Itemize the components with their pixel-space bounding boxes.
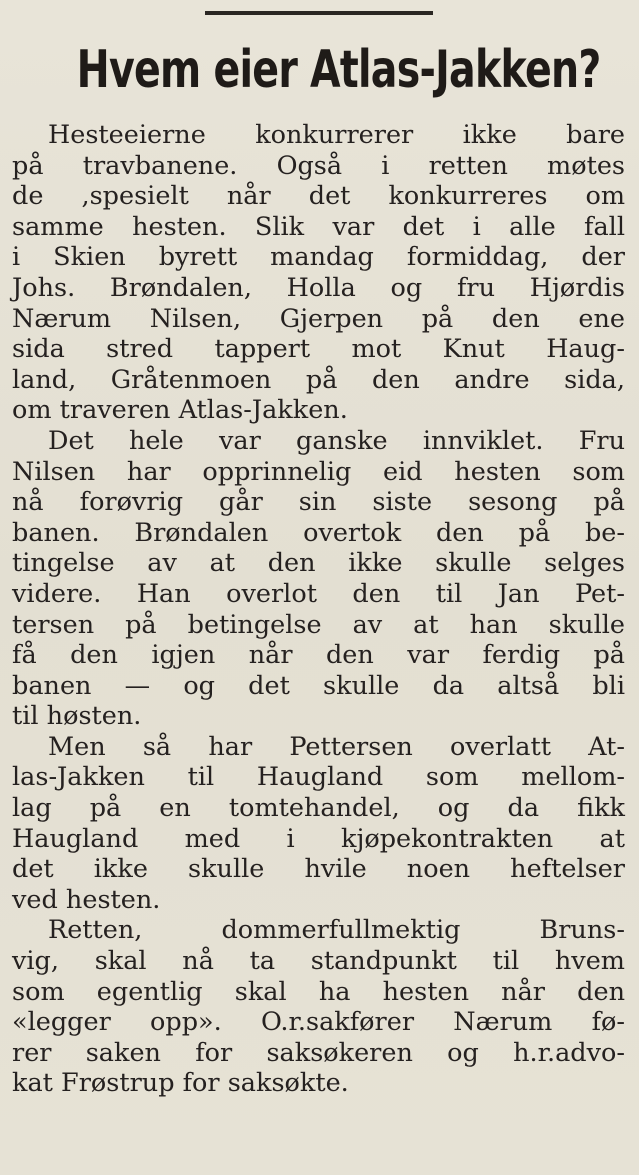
text-line: banen — og det skulle da altså bli (12, 670, 625, 701)
text-line: Det hele var ganske innviklet. Fru (48, 425, 625, 456)
text-line: på travbanene. Også i retten møtes (12, 150, 625, 181)
headline: Hvem eier Atlas-Jakken? (76, 40, 601, 100)
text-line: Retten, dommerfullmektig Bruns- (48, 915, 625, 946)
text-line: ved hesten. (12, 884, 161, 915)
paragraph-4 (12, 915, 625, 1099)
text-line: det ikke skulle hvile noen heftelser (12, 854, 625, 885)
text-line: sida stred tappert mot Knut Haug- (12, 334, 625, 365)
text-line: Haugland med i kjøpekontrakten at (12, 823, 625, 854)
text-line: i Skien byrett mandag formiddag, der (12, 242, 625, 273)
text-line: de ,spesielt når det konkurreres om (12, 181, 625, 212)
text-line: om traveren Atlas-Jakken. (12, 395, 348, 426)
text-line: vig, skal nå ta standpunkt til hvem (12, 946, 625, 977)
text-line: Men så har Pettersen overlatt At- (48, 731, 625, 762)
text-line: som egentlig skal ha hesten når den (12, 976, 625, 1007)
text-line: tingelse av at den ikke skulle selges (12, 548, 625, 579)
text-line: få den igjen når den var ferdig på (12, 640, 625, 671)
text-line: rer saken for saksøkeren og h.r.advo- (12, 1037, 625, 1068)
text-line: tersen på betingelse av at han skulle (12, 609, 625, 640)
text-line: Nærum Nilsen, Gjerpen på den ene (12, 303, 625, 334)
paragraph-3 (12, 732, 625, 916)
text-line: nå forøvrig går sin siste sesong på (12, 487, 625, 518)
text-line: Nilsen har opprinnelig eid hesten som (12, 456, 625, 487)
text-line: videre. Han overlot den til Jan Pet- (12, 578, 625, 609)
article-body (12, 120, 625, 1099)
text-line: samme hesten. Slik var det i alle fall (12, 211, 625, 242)
text-line: til høsten. (12, 701, 142, 732)
paragraph-1 (12, 120, 625, 426)
text-line: Johs. Brøndalen, Holla og fru Hjørdis (12, 272, 625, 303)
text-line: kat Frøstrup for saksøkte. (12, 1068, 349, 1099)
text-line: lag på en tomtehandel, og da fikk (12, 793, 625, 824)
text-line: banen. Brøndalen overtok den på be- (12, 517, 625, 548)
paragraph-2 (12, 426, 625, 732)
text-line: Hesteeierne konkurrerer ikke bare (48, 120, 625, 150)
text-line: land, Gråtenmoen på den andre sida, (12, 364, 625, 395)
text-line: las-Jakken til Haugland som mellom- (12, 762, 625, 793)
text-line: «legger opp». O.r.sakfører Nærum fø- (12, 1007, 625, 1038)
top-rule (205, 11, 433, 15)
